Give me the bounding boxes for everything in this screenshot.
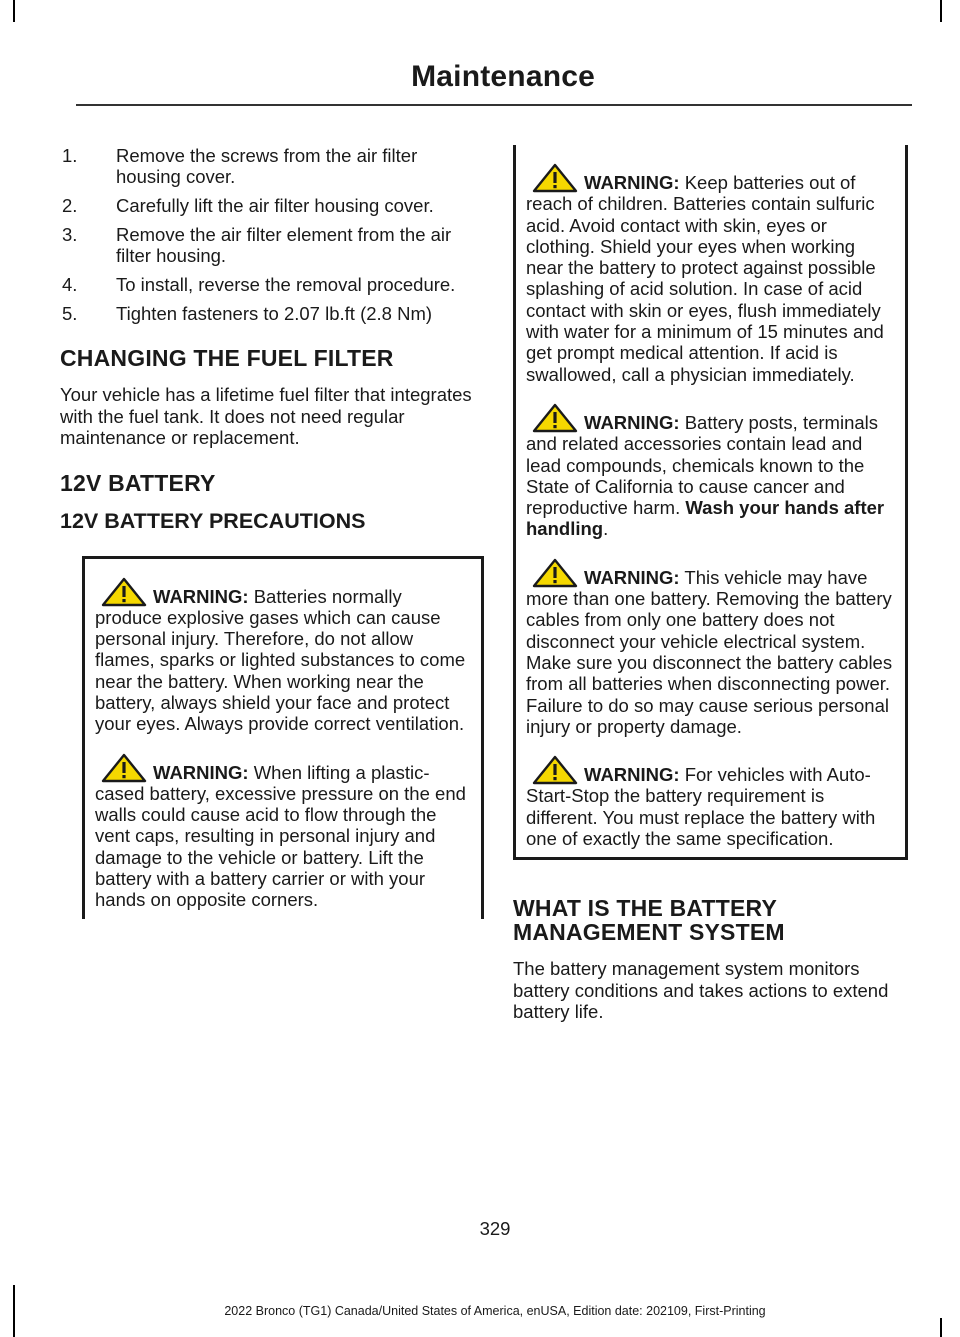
warning-triangle-icon [101,577,147,607]
step-item: 3. Remove the air filter element from the air filter housing. [62,224,452,266]
edition-info: 2022 Bronco (TG1) Canada/United States of America, enUSA, Edition date: 202109, First-Printing [224,1304,766,1318]
left-column [60,145,475,919]
crop-mark-top-right [940,0,942,22]
header-divider [76,104,912,106]
crop-mark-top-left [13,0,15,22]
warning-triangle-icon [532,558,578,588]
warning-triangle-icon [532,755,578,785]
warning-lifting-battery: WARNING: When lifting a plastic-cased battery, excessive pressure on the end walls could cause acid to flow through the vent caps, resulting in personal injury and damage to the vehicle or battery. Lift the battery with a battery carrier or with your hands on opposite corners. [95,753,473,911]
battery-precautions-heading: 12V BATTERY PRECAUTIONS [60,508,366,533]
page-title: Maintenance [411,60,595,93]
removal-steps [60,145,475,324]
warning-multiple-batteries: WARNING: This vehicle may have more than one battery. Removing the battery cables from only one battery does not disconnect your vehicle electrical system. Make sure you disconnect the battery cables from all batteries when disconnecting power. Failure to do so may cause serious personal injury or property damage. [526,558,897,737]
fuel-filter-body: Your vehicle has a lifetime fuel filter that integrates with the fuel tank. It does not need regular maintenance or replacement. [60,384,472,448]
warning-box-left [82,556,484,919]
warning-auto-start-stop: WARNING: For vehicles with Auto-Start-Stop the battery requirement is different. You must replace the battery with one of exactly the same specification. [526,755,897,849]
warning-triangle-icon [532,403,578,433]
battery-heading: 12V BATTERY [60,469,216,496]
warning-keep-from-children: WARNING: Keep batteries out of reach of children. Batteries contain sulfuric acid. Avoid contact with skin, eyes or clothing. Shield your eyes when working near the battery to protect against possible splashing of acid solution. In case of acid contact with skin or eyes, flush immediately with water for a minimum of 15 minutes and get prompt medical attention. If acid is swallowed, call a physician immediately. [526,163,897,385]
warning-triangle-icon [101,753,147,783]
warning-box-right [513,145,908,860]
bms-body: The battery management system monitors battery conditions and takes actions to extend battery life. [513,958,889,1023]
warning-lead-compounds: WARNING: Battery posts, terminals and related accessories contain lead and lead compounds, chemicals known to the State of California to cause cancer and reproductive harm. Wash your hands after handling. [526,403,897,540]
warning-triangle-icon [532,163,578,193]
step-item: 2. Carefully lift the air filter housing cover. [62,195,434,216]
crop-mark-bottom-right [940,1318,942,1337]
step-item: 4. To install, reverse the removal procedure. [62,274,456,295]
right-column [513,145,908,1043]
step-item: 5. Tighten fasteners to 2.07 lb.ft (2.8 Nm) [62,303,433,324]
fuel-filter-heading: CHANGING THE FUEL FILTER [60,345,394,371]
bms-heading: WHAT IS THE BATTERY MANAGEMENT SYSTEM [513,895,785,946]
step-item: 1. Remove the screws from the air filter housing cover. [62,145,418,187]
warning-explosive-gases: WARNING: Batteries normally produce explosive gases which can cause personal injury. Therefore, do not allow flames, sparks or lighted substances to come near the battery. When working near the battery, always shield your face and protect your eyes. Always provide correct ventilation. [95,577,473,735]
page-number: 329 [479,1218,511,1239]
